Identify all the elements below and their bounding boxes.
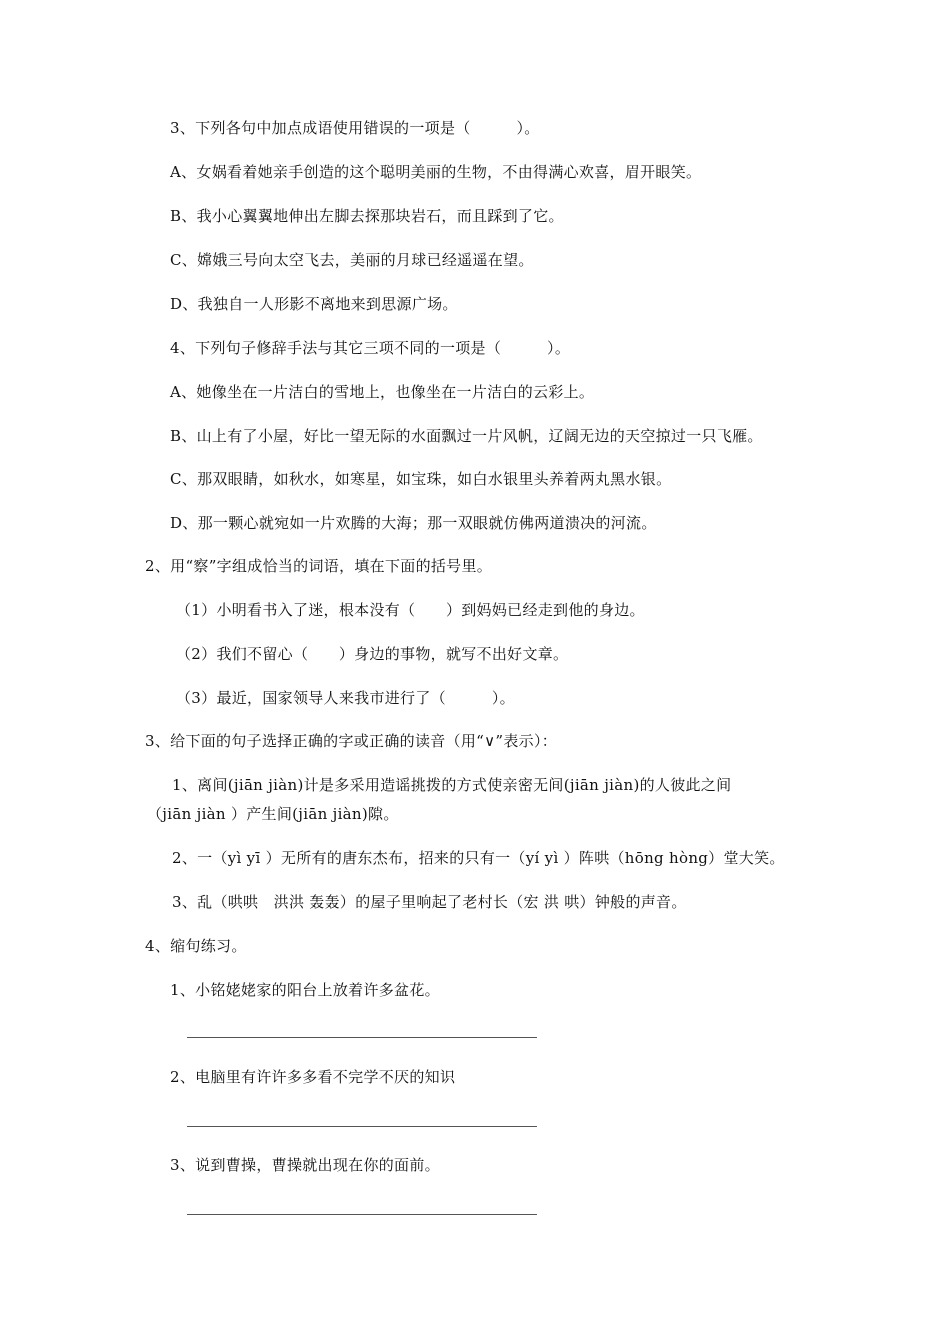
answer-line-3[interactable] bbox=[187, 1214, 537, 1215]
pinyin-item-1-line-1: 1、离间(jiān jiàn)计是多采用造谣挑拨的方式使亲密无间(jiān jiàn)的人彼此之间 bbox=[172, 776, 732, 794]
option-b: B、我小心翼翼地伸出左脚去探那块岩石，而且踩到了它。 bbox=[170, 207, 564, 225]
shorten-item-2: 2、电脑里有许许多多看不完学不厌的知识 bbox=[170, 1068, 456, 1086]
pinyin-item-3: 3、乱（哄哄 洪洪 轰轰）的屋子里响起了老村长（宏 洪 哄）钟般的声音。 bbox=[172, 893, 687, 911]
option-c: C、嫦娥三号向太空飞去，美丽的月球已经遥遥在望。 bbox=[170, 251, 534, 269]
section-heading-shorten: 4、缩句练习。 bbox=[145, 937, 247, 955]
option-c: C、那双眼睛，如秋水，如寒星，如宝珠，如白水银里头养着两丸黑水银。 bbox=[170, 470, 672, 488]
section-heading-pinyin: 3、给下面的句子选择正确的字或正确的读音（用“∨”表示）： bbox=[145, 732, 558, 750]
fill-item-2: （2）我们不留心（ ）身边的事物，就写不出好文章。 bbox=[176, 645, 569, 663]
answer-line-1[interactable] bbox=[187, 1037, 537, 1038]
pinyin-item-1-line-2: （jiān jiàn ）产生间(jiān jiàn)隙。 bbox=[147, 805, 399, 823]
section-heading-cha: 2、用“察”字组成恰当的词语，填在下面的括号里。 bbox=[145, 557, 493, 575]
fill-item-3: （3）最近，国家领导人来我市进行了（ ）。 bbox=[176, 689, 515, 707]
option-d: D、那一颗心就宛如一片欢腾的大海；那一双眼就仿佛两道溃决的河流。 bbox=[170, 514, 657, 532]
answer-line-2[interactable] bbox=[187, 1126, 537, 1127]
option-a: A、女娲看着她亲手创造的这个聪明美丽的生物，不由得满心欢喜，眉开眼笑。 bbox=[170, 163, 702, 181]
fill-item-1: （1）小明看书入了迷，根本没有（ ）到妈妈已经走到他的身边。 bbox=[176, 601, 645, 619]
shorten-item-1: 1、小铭姥姥家的阳台上放着许多盆花。 bbox=[170, 981, 440, 999]
option-d: D、我独自一人形影不离地来到思源广场。 bbox=[170, 295, 458, 313]
shorten-item-3: 3、说到曹操，曹操就出现在你的面前。 bbox=[170, 1156, 440, 1174]
option-b: B、山上有了小屋，好比一望无际的水面飘过一片风帆，辽阔无边的天空掠过一只飞雁。 bbox=[170, 427, 763, 445]
pinyin-item-2: 2、一（yì yī ）无所有的唐东杰布，招来的只有一（yí yì ）阵哄（hōng hòng）堂大笑。 bbox=[172, 849, 785, 867]
question-rhetoric: 4、下列句子修辞手法与其它三项不同的一项是（ ）。 bbox=[170, 339, 571, 357]
option-a: A、她像坐在一片洁白的雪地上，也像坐在一片洁白的云彩上。 bbox=[170, 383, 595, 401]
question-idiom-error: 3、下列各句中加点成语使用错误的一项是（ ）。 bbox=[170, 119, 540, 137]
